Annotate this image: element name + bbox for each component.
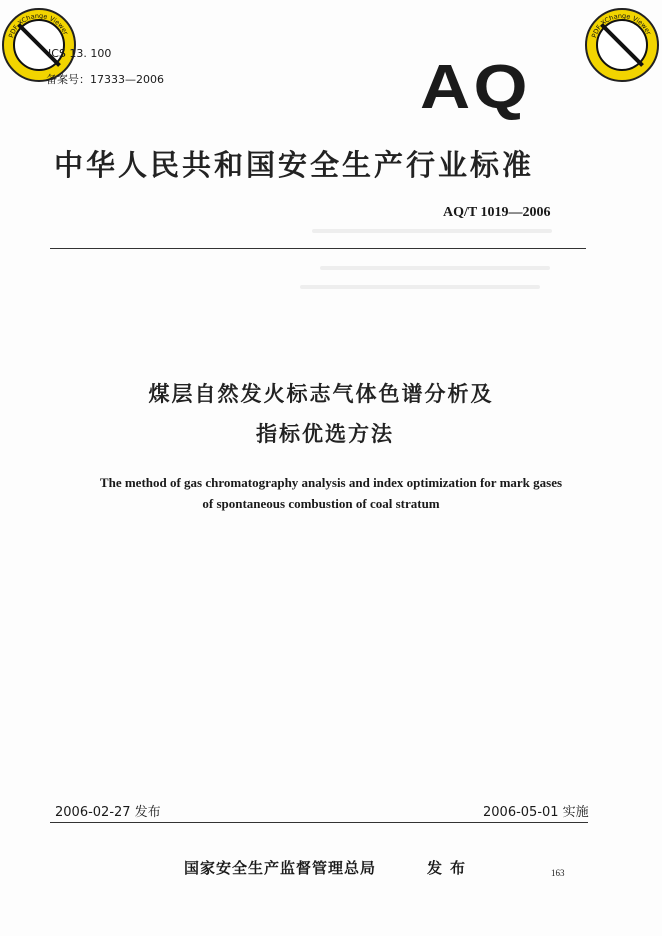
publish-label: 发布 xyxy=(427,859,474,877)
page-number: 163 xyxy=(551,868,565,878)
pdf-xchange-badge-right[interactable] xyxy=(585,8,659,82)
document-title-cn-line2: 指标优选方法 xyxy=(256,422,394,446)
document-title-cn-line1: 煤层自然发火标志气体色谱分析及 xyxy=(148,382,494,406)
issue-date: 2006-02-27 发布 xyxy=(55,805,161,820)
document-title-en-line1: The method of gas chromatography analysis and index optimization for mark gases xyxy=(99,475,563,490)
bleed-through-line xyxy=(300,285,540,289)
document-title-en-line2: of spontaneous combustion of coal stratum xyxy=(202,496,440,511)
svg-text:PDF-XChange Viewer: PDF-XChange Viewer xyxy=(590,11,653,39)
ics-code: ICS 13. 100 xyxy=(48,47,112,60)
svg-text:PDF-XChange Viewer: PDF-XChange Viewer xyxy=(7,11,70,39)
implement-date: 2006-05-01 实施 xyxy=(483,805,589,820)
bleed-through-line xyxy=(320,266,550,270)
bleed-through-line xyxy=(312,229,552,233)
standard-title: 中华人民共和国安全生产行业标准 xyxy=(54,148,535,182)
standard-code: AQ/T 1019—2006 xyxy=(443,205,551,220)
footer-divider xyxy=(50,822,588,823)
header-divider xyxy=(50,248,586,249)
aq-logo: AQ xyxy=(420,53,531,122)
badge-ring-text xyxy=(587,10,657,80)
badge-ring-text xyxy=(4,10,74,80)
record-number: 备案号：17333—2006 xyxy=(46,73,164,86)
publisher: 国家安全生产监督管理总局 xyxy=(184,859,377,877)
